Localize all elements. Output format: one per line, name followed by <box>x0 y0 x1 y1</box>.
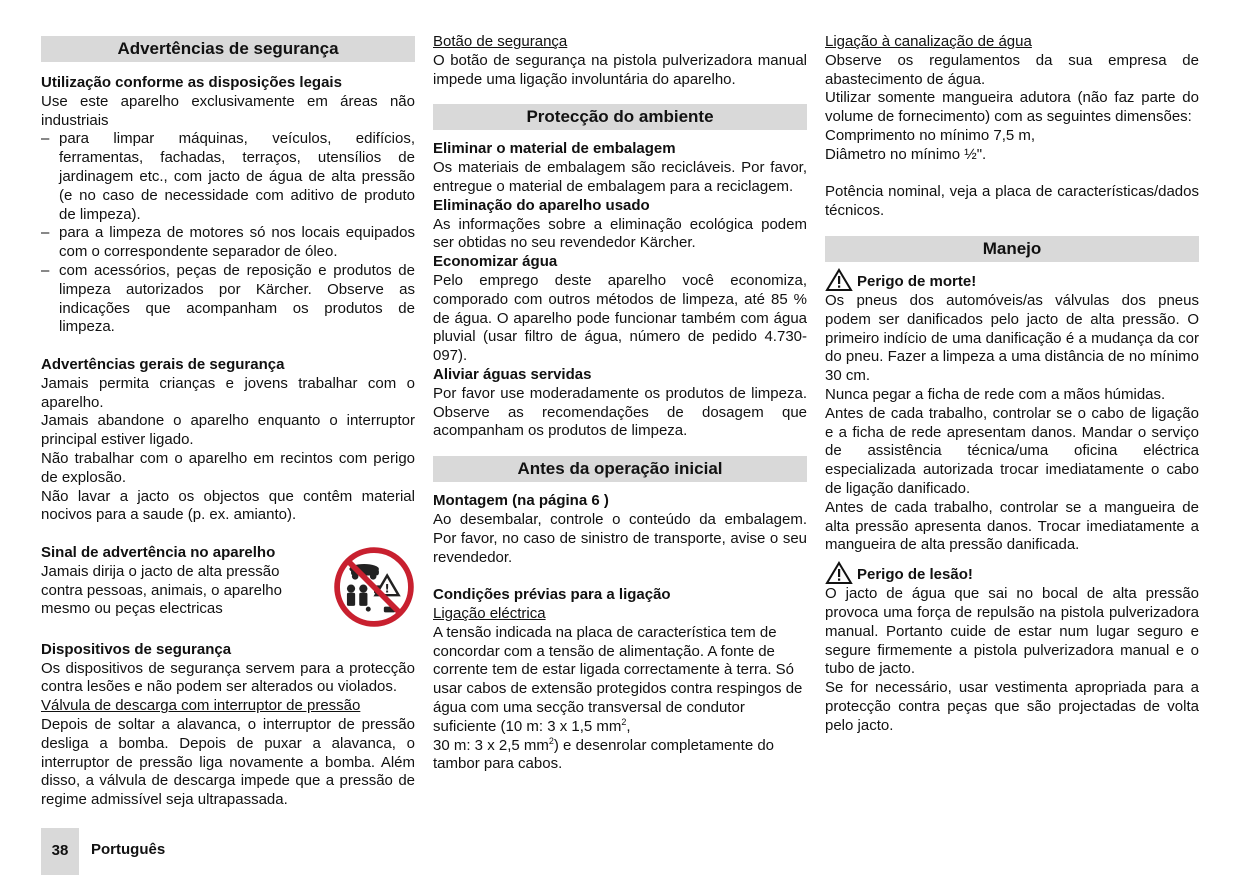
intended-use-list <box>41 130 415 337</box>
paragraph: Nunca pegar a ficha de rede com a mãos húmidas. <box>825 385 1166 403</box>
danger-heading: Perigo de morte! <box>825 268 1199 292</box>
no-spray-warning-icon <box>333 546 415 628</box>
paragraph: Se for necessário, usar vestimenta apropriada para a protecção contra peças que são projectadas de volta pelo jacto. <box>825 679 1199 734</box>
list-item: – para a limpeza de motores só nos locais equipados com o correspondente separador de óleo. <box>41 224 415 262</box>
paragraph: O botão de segurança na pistola pulverizadora manual impede uma ligação involuntária do aparelho. <box>433 51 807 88</box>
list-item: – com acessórios, peças de reposição e produtos de limpeza autorizados por Kärcher. Observe as indicações que acompanham os produtos de limpeza. <box>41 262 415 337</box>
paragraph: Não trabalhar com o aparelho em recintos com perigo de explosão. <box>41 449 415 486</box>
paragraph: A tensão indicada na placa de característica tem de concordar com a tensão de alimentação. A fonte de corrente tem de estar ligada correctamente à terra. Só usar cabos de extensão protegidos contra respingos de água com uma secção transversal de condutor suficiente (10 m: 3 x 1,5 $mm^2$, 30 m: 3 x 2,5 $mm^2$) e desenrolar completamente do tambor para cabos. <box>433 623 803 773</box>
section-heading-safety: Advertências de segurança <box>41 36 415 62</box>
paragraph: Jamais permita crianças e jovens trabalhar com o aparelho. <box>41 374 415 411</box>
section-heading-environment: Protecção do ambiente <box>433 104 807 130</box>
column-left <box>41 33 415 810</box>
intended-use-text: Use este aparelho exclusivamente em áreas não industriais <box>41 92 415 129</box>
subheading: Aliviar águas servidas <box>433 365 592 383</box>
list-item: – para limpar máquinas, veículos, edifícios, ferramentas, fachadas, terraços, utensílios de jardinagem etc., com jacto de água de alta pressão (e no caso de necessidade com aditivo de produto de limpeza). <box>41 130 415 224</box>
paragraph: Os pneus dos automóveis/as válvulas dos pneus podem ser danificados pelo jacto de alta pressão. O primeiro indício de uma danificação é a mudança da cor do pneu. Fazer a limpeza a uma distância de no mínimo 30 cm. <box>825 291 1199 385</box>
page-footer <box>41 828 165 875</box>
subheading: Eliminar o material de embalagem <box>433 140 676 158</box>
paragraph: As informações sobre a eliminação ecológica podem ser obtidas no seu revendedor Kärcher. <box>433 215 807 252</box>
underlined-heading: Botão de segurança <box>433 33 568 50</box>
paragraph: Utilizar somente mangueira adutora (não faz parte do volume de fornecimento) com as seguintes dimensões: <box>825 89 1199 126</box>
subheading: Montagem (na página 6 ) <box>433 492 609 510</box>
paragraph: O jacto de água que sai no bocal de alta pressão provoca uma força de repulsão na pistola pulverizadora manual. Portanto cuide de estar num lugar seguro e segure firmemente a pistola pulverizadora manual e o tubo de jacto. <box>825 585 1199 678</box>
warning-sign-text: Jamais dirija o jacto de alta pressão contra pessoas, animais, o aparelho mesmo ou peças electricas <box>41 562 282 618</box>
paragraph: Jamais abandone o aparelho enquanto o interruptor principal estiver ligado. <box>41 412 415 449</box>
paragraph: Potência nominal, veja a placa de características/dados técnicos. <box>825 183 1199 220</box>
paragraph: Não lavar a jacto os objectos que contêm material nocivos para a saude (p. ex. amianto). <box>41 487 415 524</box>
language-label: Português <box>91 841 166 858</box>
paragraph: Comprimento no mínimo 7,5 m, <box>825 126 1036 144</box>
column-right <box>825 33 1199 736</box>
subheading-warning-sign: Sinal de advertência no aparelho <box>41 543 276 561</box>
paragraph: Por favor use moderadamente os produtos de limpeza. Observe as recomendações de dosagem que acompanham os produtos de limpeza. <box>433 384 807 440</box>
paragraph: Diâmetro no mínimo ½". <box>825 145 987 163</box>
warning-sign-block <box>41 544 415 628</box>
column-middle <box>433 33 807 774</box>
paragraph: Antes de cada trabalho, controlar se o cabo de ligação e a ficha de rede apresentam danos. Mandar o serviço de assistência técnica/uma oficina eléctrica especializada autorizada trocar imediatamente o cabo de ligação danificado. <box>825 404 1199 497</box>
underlined-heading: Ligação eléctrica <box>433 604 546 622</box>
danger-heading: Perigo de lesão! <box>825 561 1199 585</box>
subheading-safety-devices: Dispositivos de segurança <box>41 640 232 658</box>
subheading: Condições prévias para a ligação <box>433 586 671 604</box>
subheading-intended-use: Utilização conforme as disposições legais <box>41 74 342 91</box>
paragraph: Pelo emprego deste aparelho você economiza, comporado com outros métodos de limpeza, até 85 % de água. O aparelho pode funcionar também com água pluvial (usar filtro de água, número de pedido 4.730-097). <box>433 271 807 365</box>
warning-triangle-icon <box>825 268 853 292</box>
paragraph: Observe os regulamentos da sua empresa de abastecimento de água. <box>825 51 1199 88</box>
subheading: Economizar água <box>433 253 558 271</box>
paragraph: Antes de cada trabalho, controlar se a mangueira de alta pressão apresenta danos. Trocar imediatamente a mangueira de alta pressão danificada. <box>825 498 1199 554</box>
subheading-general-safety: Advertências gerais de segurança <box>41 355 285 373</box>
paragraph: Os dispositivos de segurança servem para a protecção contra lesões e não podem ser alterados ou violados. <box>41 659 415 696</box>
section-heading-before-operation: Antes da operação inicial <box>433 456 807 482</box>
paragraph: Os materiais de embalagem são recicláveis. Por favor, entregue o material de embalagem para a reciclagem. <box>433 159 807 195</box>
underlined-heading: Ligação à canalização de água <box>825 33 1032 50</box>
paragraph: Ao desembalar, controle o conteúdo da embalagem. Por favor, no caso de sinistro de transporte, avise o seu revendedor. <box>433 510 807 566</box>
paragraph: Depois de soltar a alavanca, o interruptor de pressão desliga a bomba. Depois de puxar a alavanca, o interruptor de pressão liga novamente a bomba. Além disso, a válvula de descarga impede que a pressão de regime admissível seja ultrapassada. <box>41 715 415 809</box>
svg-text:!: ! <box>384 581 390 596</box>
page-number: 38 <box>41 828 79 875</box>
warning-triangle-icon <box>825 561 853 585</box>
subheading: Eliminação do aparelho usado <box>433 196 650 214</box>
underlined-heading: Válvula de descarga com interruptor de pressão <box>41 697 361 715</box>
section-heading-operation: Manejo <box>825 236 1199 262</box>
